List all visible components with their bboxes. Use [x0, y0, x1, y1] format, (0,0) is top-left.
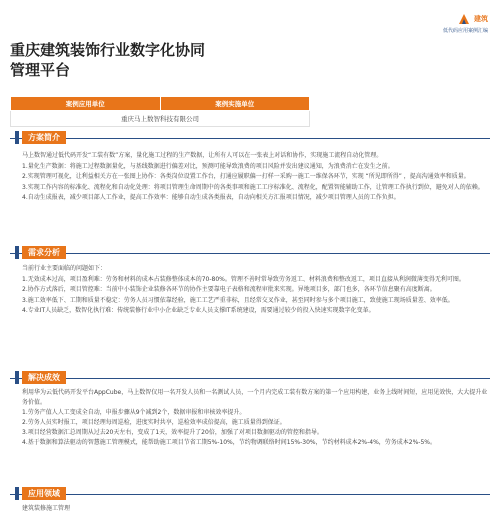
page-title	[10, 40, 205, 80]
requirements-paragraph: 当前行业主要面临的问题如下：	[22, 265, 107, 272]
section-header-overview: 方案简介	[22, 131, 66, 144]
results-body	[22, 388, 488, 448]
field-body	[22, 504, 488, 515]
building-icon	[457, 12, 471, 26]
section-header-field: 应用领域	[22, 487, 66, 500]
title-line-1: 重庆建筑装饰行业数字化协同	[10, 41, 206, 59]
section-header-requirements: 需求分析	[22, 246, 66, 259]
results-paragraph: 利用华为云低代码开发平台AppCube，马上数智仅用一名开发人员和一名测试人员，一个月内完成工装有数方案的第一个应用构建，业务上线时间短，应用见效快，大大提升业务价值。	[22, 389, 488, 406]
brand-logo	[443, 12, 488, 34]
overview-body	[22, 151, 488, 204]
overview-paragraph: 马上数智通过低代码开发“工装有数”方案，量化施工过程的生产数据，让所有人可以在一张表上对话和协作，实现施工流程自动化管理。	[22, 152, 383, 159]
requirements-paragraph: 4.专业IT人员缺乏，数智化执行难：传统装修行业中小企业缺乏专业人员支撑IT系统建设，需要通过较少的投入快速实现数字化变革。	[22, 307, 375, 315]
brand-subtitle: 低代码应用案例汇编	[442, 28, 488, 34]
requirements-paragraph: 1.无效成本过高，项目盈利难：劳务和材料的成本占装修整体成本的70-80%。管理不善时常导致劳务返工、材料浪费和整改返工，项目直接从利润微薄变得无利可图。	[22, 275, 465, 283]
field-paragraph: 建筑装修施工管理	[22, 505, 71, 512]
results-paragraph: 4.基于数据和算法驱动的智慧施工管理模式，能帮助施工项目节省工期5%-10%，节约物调联络时间15%-30%，节约材料成本2%-4%，劳务成本2%-5%。	[22, 439, 436, 446]
results-paragraph: 2.劳务人员实时报工，项目经理每周巡检，进度实时共享，巡检效率成倍提高，施工质量得到保证。	[22, 419, 286, 426]
requirements-body	[22, 264, 488, 317]
results-paragraph: 3.项目经营数据汇总周期从过去20天左右，变成了1天，效率提升了20倍，加强了对项目数据驱动的管控和指导。	[22, 429, 323, 436]
brand-name: 建筑	[474, 15, 488, 23]
overview-paragraph: 2.实现管理可视化，让利益相关方在一张图上协作：各类岗位设置工作台，打通应履职偏一打样一采购一施工一维保各环节，实现 “所见即所得” ，提高沟通效率和质量。	[22, 173, 470, 181]
header-implementation-unit: 案例实施单位	[160, 97, 310, 111]
overview-paragraph: 3.实现工作内容的标准化、流程化和自动化处理：将项目管理生命周期中的各类事项和施工工序标准化、流程化，配置智能辅助工作，让管理工作执行到位，避免对人的依赖。	[22, 183, 484, 191]
divider-line	[10, 253, 490, 254]
requirements-paragraph: 3.施工效率低下、工期和质量不稳定：劳务人员习惯依靠经验，施工工艺严重非标，且经常交叉作业，甚至同时参与多个项目施工，致使施工现场质量差、效率低。	[22, 296, 454, 304]
case-info-table	[10, 96, 310, 127]
divider-line	[10, 138, 490, 139]
header-application-unit: 案例应用单位	[11, 97, 161, 111]
overview-paragraph: 4.自动生成报表，减少项目部人工作业，提高工作效率：能够自动生成各类报表，自动向相关方汇报项目情况，减少项目管理人员的工作负担。	[22, 194, 400, 202]
divider-line	[10, 378, 490, 379]
overview-paragraph: 1.量化生产数据：将施工过程数据量化，与基线数据进行偏差对比，预测可能导致浪费的项目风险并发出建议通知，为浪费消亡在发生之前。	[22, 162, 394, 170]
section-header-results: 解决成效	[22, 371, 66, 384]
requirements-paragraph: 2.协作方式落后，项目管控难：当前中小装饰企业装修各环节的协作主要靠电子表格和流程审批来实现。异地项目多，部门也多，各环节信息聚有高度断离。	[22, 286, 436, 294]
results-paragraph: 1.劳务产值人人工变成全自动，申报步骤从9个减到2个，数据审报和审核效率提升。	[22, 409, 246, 416]
divider-line	[10, 494, 490, 495]
title-line-2: 管理平台	[10, 61, 71, 79]
implementation-unit-value: 重庆马上数智科技有限公司	[11, 111, 310, 127]
